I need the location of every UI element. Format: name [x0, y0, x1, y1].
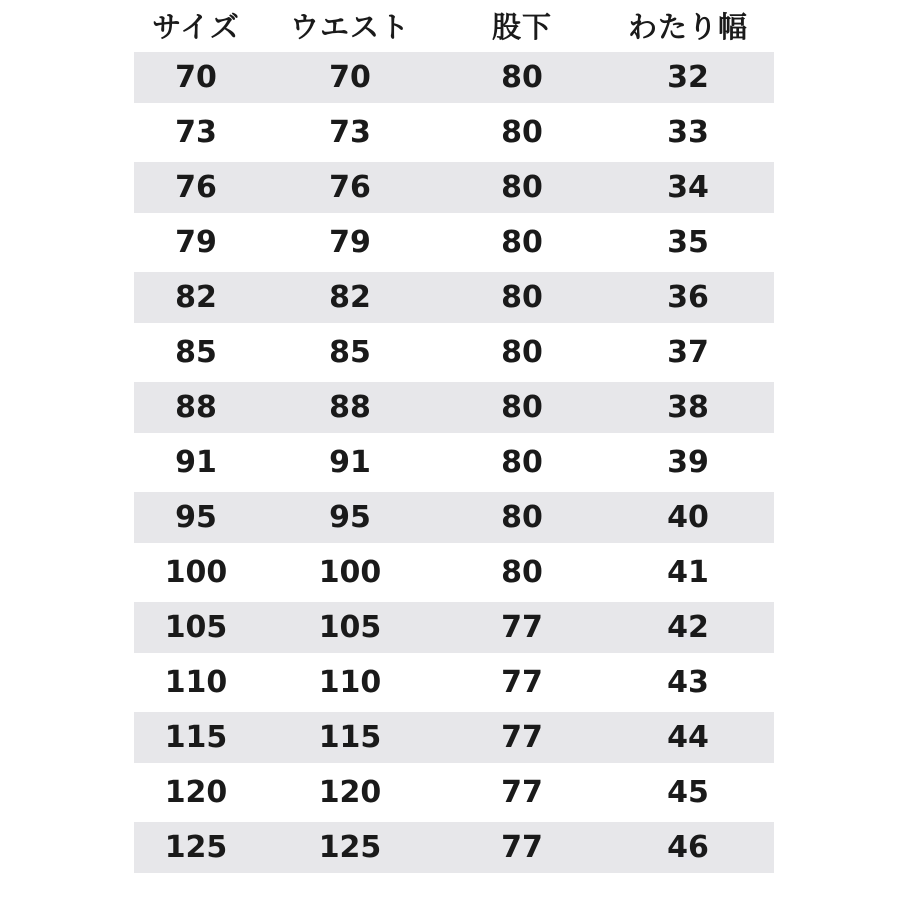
cell-size: 100 — [164, 555, 228, 590]
table-row — [134, 382, 774, 433]
table-row — [134, 765, 774, 820]
table-row — [134, 822, 774, 873]
cell-waist: 76 — [329, 170, 371, 205]
cell-size: 110 — [164, 665, 228, 700]
cell-thigh-width: 40 — [667, 500, 709, 535]
table-header-row — [134, 0, 774, 50]
cell-inseam: 80 — [501, 60, 543, 95]
cell-thigh-width: 42 — [667, 610, 709, 645]
cell-thigh-width: 36 — [667, 280, 709, 315]
cell-size: 120 — [164, 775, 228, 810]
cell-inseam: 80 — [501, 225, 543, 260]
table-row — [134, 272, 774, 323]
cell-waist: 110 — [318, 665, 382, 700]
table-row — [134, 52, 774, 103]
cell-size: 82 — [175, 280, 217, 315]
table-row — [134, 325, 774, 380]
cell-inseam: 77 — [501, 720, 543, 755]
cell-thigh-width: 43 — [667, 665, 709, 700]
cell-thigh-width: 37 — [667, 335, 709, 370]
table-row — [134, 215, 774, 270]
cell-size: 125 — [164, 830, 228, 865]
cell-inseam: 77 — [501, 775, 543, 810]
cell-size: 88 — [175, 390, 217, 425]
table-row — [134, 105, 774, 160]
cell-size: 95 — [175, 500, 217, 535]
cell-inseam: 80 — [501, 500, 543, 535]
cell-inseam: 77 — [501, 610, 543, 645]
cell-waist: 85 — [329, 335, 371, 370]
size-chart-table — [134, 0, 774, 875]
cell-thigh-width: 34 — [667, 170, 709, 205]
cell-inseam: 80 — [501, 115, 543, 150]
cell-size: 85 — [175, 335, 217, 370]
cell-size: 79 — [175, 225, 217, 260]
cell-waist: 79 — [329, 225, 371, 260]
table-row — [134, 545, 774, 600]
cell-waist: 73 — [329, 115, 371, 150]
cell-thigh-width: 38 — [667, 390, 709, 425]
cell-waist: 82 — [329, 280, 371, 315]
cell-waist: 115 — [318, 720, 382, 755]
cell-waist: 70 — [329, 60, 371, 95]
cell-thigh-width: 35 — [667, 225, 709, 260]
cell-inseam: 80 — [501, 335, 543, 370]
cell-inseam: 80 — [501, 390, 543, 425]
cell-waist: 100 — [318, 555, 382, 590]
table-row — [134, 492, 774, 543]
table-row — [134, 435, 774, 490]
cell-thigh-width: 46 — [667, 830, 709, 865]
cell-size: 115 — [164, 720, 228, 755]
cell-inseam: 77 — [501, 665, 543, 700]
cell-waist: 95 — [329, 500, 371, 535]
cell-waist: 125 — [318, 830, 382, 865]
cell-inseam: 80 — [501, 445, 543, 480]
cell-inseam: 80 — [501, 280, 543, 315]
cell-waist: 91 — [329, 445, 371, 480]
header-waist: ウエスト — [289, 9, 410, 44]
cell-waist: 88 — [329, 390, 371, 425]
header-size: サイズ — [152, 9, 240, 44]
cell-thigh-width: 44 — [667, 720, 709, 755]
cell-thigh-width: 39 — [667, 445, 709, 480]
cell-waist: 120 — [318, 775, 382, 810]
cell-thigh-width: 41 — [667, 555, 709, 590]
cell-size: 70 — [175, 60, 217, 95]
header-inseam: 股下 — [491, 9, 552, 44]
table-row — [134, 602, 774, 653]
cell-thigh-width: 32 — [667, 60, 709, 95]
cell-size: 73 — [175, 115, 217, 150]
cell-size: 91 — [175, 445, 217, 480]
cell-size: 76 — [175, 170, 217, 205]
cell-size: 105 — [164, 610, 228, 645]
header-thigh-width: わたり幅 — [627, 9, 748, 44]
cell-thigh-width: 33 — [667, 115, 709, 150]
table-row — [134, 655, 774, 710]
table-row — [134, 162, 774, 213]
table-row — [134, 712, 774, 763]
cell-waist: 105 — [318, 610, 382, 645]
cell-inseam: 80 — [501, 170, 543, 205]
cell-inseam: 77 — [501, 830, 543, 865]
cell-thigh-width: 45 — [667, 775, 709, 810]
cell-inseam: 80 — [501, 555, 543, 590]
